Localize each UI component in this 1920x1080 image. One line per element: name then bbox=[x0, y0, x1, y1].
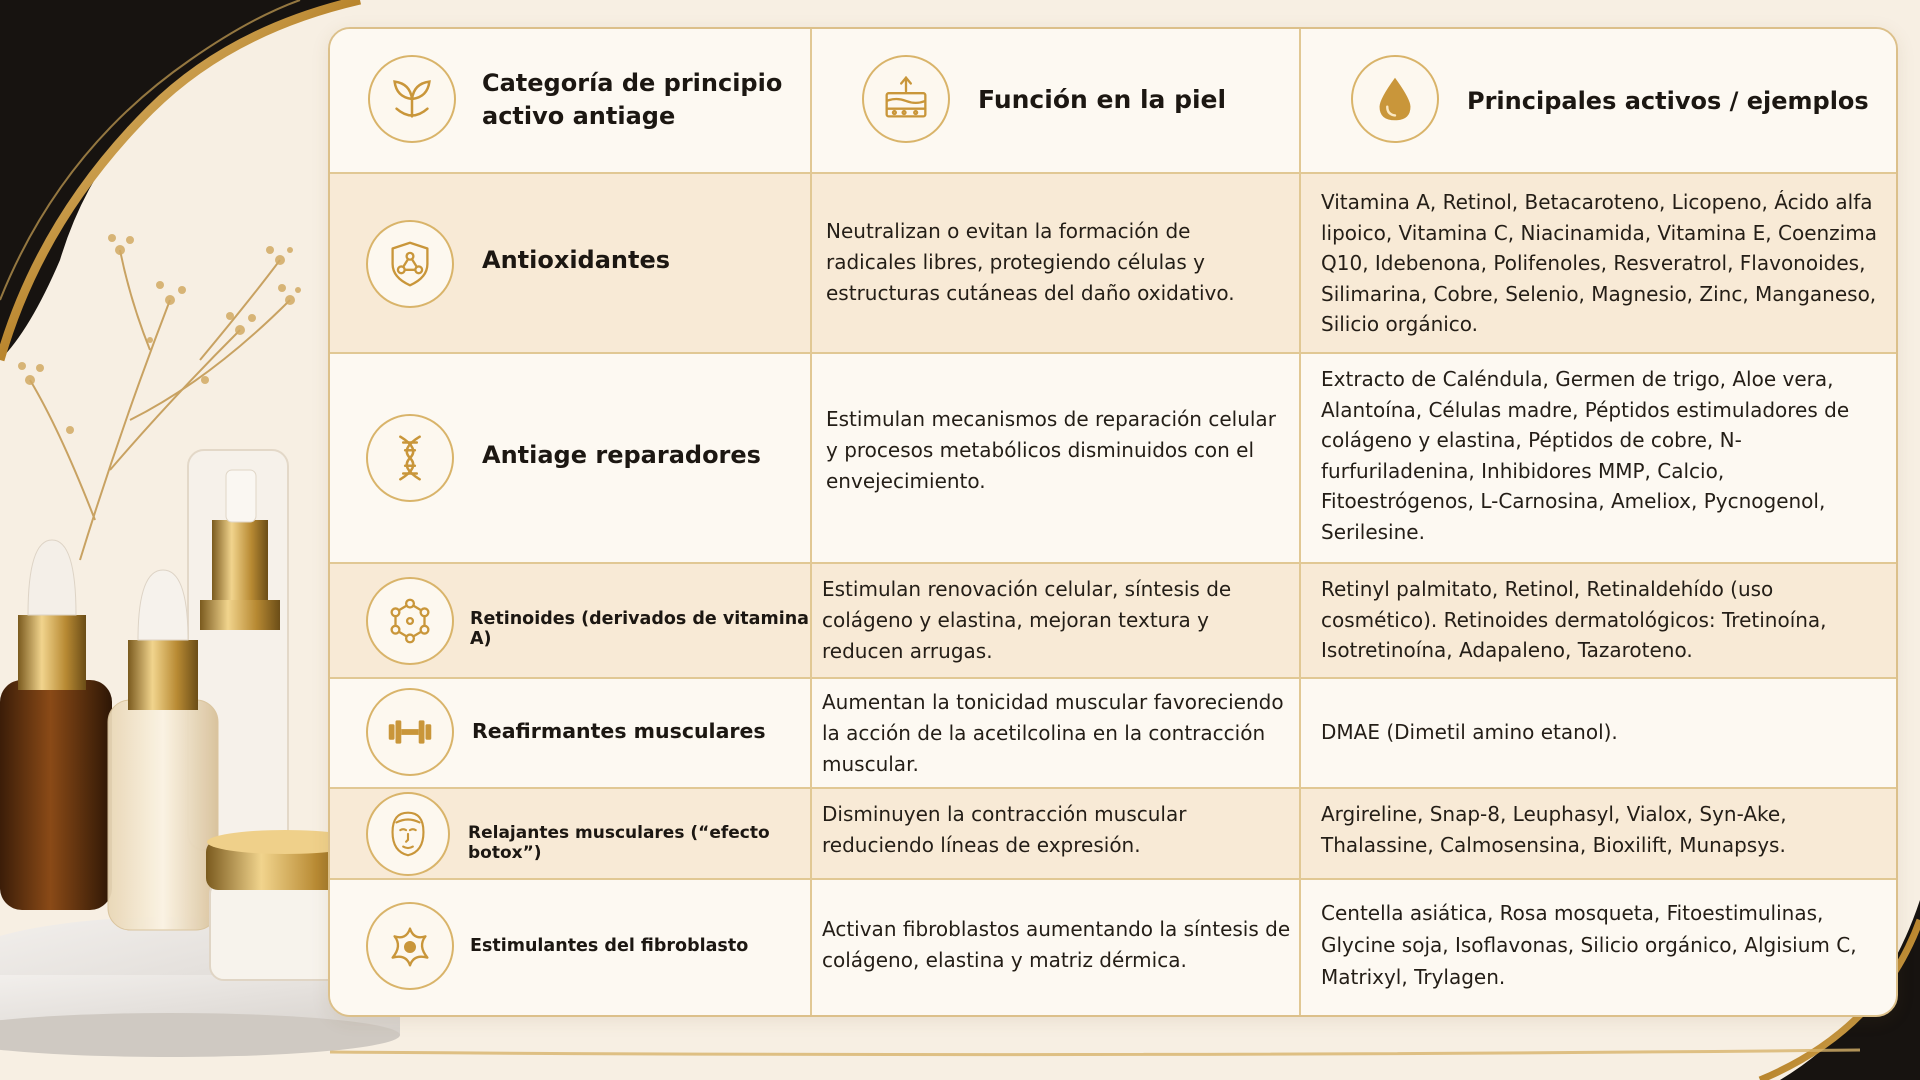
function-text: Estimulan mecanismos de reparación celular y procesos metabólicos disminuidos con el envejecimiento. bbox=[826, 407, 1276, 493]
function-text: Neutralizan o evitan la formación de radicales libres, protegiendo células y estructuras cutáneas del daño oxidativo. bbox=[826, 219, 1235, 305]
category-label: Retinoides (derivados de vitamina A) bbox=[470, 609, 809, 649]
examples-text: Retinyl palmitato, Retinol, Retinaldehído (uso cosmético). Retinoides dermatológicos: Tretinoína, Isotretinoína, Adapaleno, Tazaroteno. bbox=[1321, 577, 1827, 662]
examples-text: Vitamina A, Retinol, Betacaroteno, Licopeno, Ácido alfa lipoico, Vitamina C, Niacinamida, Vitamina E, Coenzima Q10, Idebenona, Polifenoles, Resveratrol, Flavonoides, Silimarina, Cobre, Selenio, Magnesio, Zinc, Manganeso, Silicio orgánico. bbox=[1321, 190, 1877, 336]
shield-molecule-icon bbox=[366, 220, 454, 308]
function-text: Disminuyen la contracción muscular reduciendo líneas de expresión. bbox=[822, 802, 1187, 857]
fibroblast-cell-icon bbox=[366, 902, 454, 990]
antiage-actives-table bbox=[328, 27, 1898, 1017]
skin-layers-icon bbox=[862, 55, 950, 143]
function-text: Activan fibroblastos aumentando la síntesis de colágeno, elastina y matriz dérmica. bbox=[822, 917, 1291, 972]
category-label: Antiage reparadores bbox=[482, 441, 761, 469]
examples-text: Centella asiática, Rosa mosqueta, Fitoestimulinas, Glycine soja, Isoflavonas, Silicio orgánico, Algisium C, Matrixyl, Trylagen. bbox=[1321, 901, 1857, 989]
table-row bbox=[330, 562, 1896, 677]
examples-text: DMAE (Dimetil amino etanol). bbox=[1321, 720, 1618, 744]
function-text: Aumentan la tonicidad muscular favoreciendo la acción de la acetilcolina en la contracción muscular. bbox=[822, 690, 1284, 776]
category-label: Relajantes musculares (“efecto botox”) bbox=[468, 823, 770, 863]
header-category-cell bbox=[330, 29, 812, 172]
table-row bbox=[330, 787, 1896, 878]
function-text: Estimulan renovación celular, síntesis de colágeno y elastina, mejoran textura y reducen arrugas. bbox=[822, 577, 1232, 663]
header-function-cell bbox=[812, 29, 1301, 172]
table-header-row bbox=[330, 29, 1896, 172]
header-examples-label: Principales activos / ejemplos bbox=[1467, 87, 1869, 115]
header-examples-cell bbox=[1301, 29, 1896, 172]
drop-icon bbox=[1351, 55, 1439, 143]
face-icon bbox=[366, 792, 450, 876]
header-category-label: Categoría de principio activo antiage bbox=[482, 69, 783, 130]
examples-text: Extracto de Caléndula, Germen de trigo, Aloe vera, Alantoína, Células madre, Péptidos estimuladores de colágeno y elastina, Péptidos de cobre, N-furfuriladenina, Inhibidores MMP, Calcio, Fitoestrógenos, L-Carnosina, Ameliox, Pycnogenol, Serilesine. bbox=[1321, 367, 1850, 544]
dna-icon bbox=[366, 414, 454, 502]
leaf-sprout-icon bbox=[368, 55, 456, 143]
table-row bbox=[330, 878, 1896, 1015]
dumbbell-icon bbox=[366, 688, 454, 776]
table-row bbox=[330, 677, 1896, 787]
molecule-icon bbox=[366, 577, 454, 665]
header-function-label: Función en la piel bbox=[978, 85, 1227, 114]
category-label: Antioxidantes bbox=[482, 246, 671, 274]
table-row bbox=[330, 172, 1896, 352]
table-row bbox=[330, 352, 1896, 562]
category-label: Reafirmantes musculares bbox=[472, 719, 766, 743]
examples-text: Argireline, Snap-8, Leuphasyl, Vialox, Syn-Ake, Thalassine, Calmosensina, Bioxilift, Munapsys. bbox=[1321, 802, 1787, 857]
category-label: Estimulantes del fibroblasto bbox=[470, 936, 749, 956]
